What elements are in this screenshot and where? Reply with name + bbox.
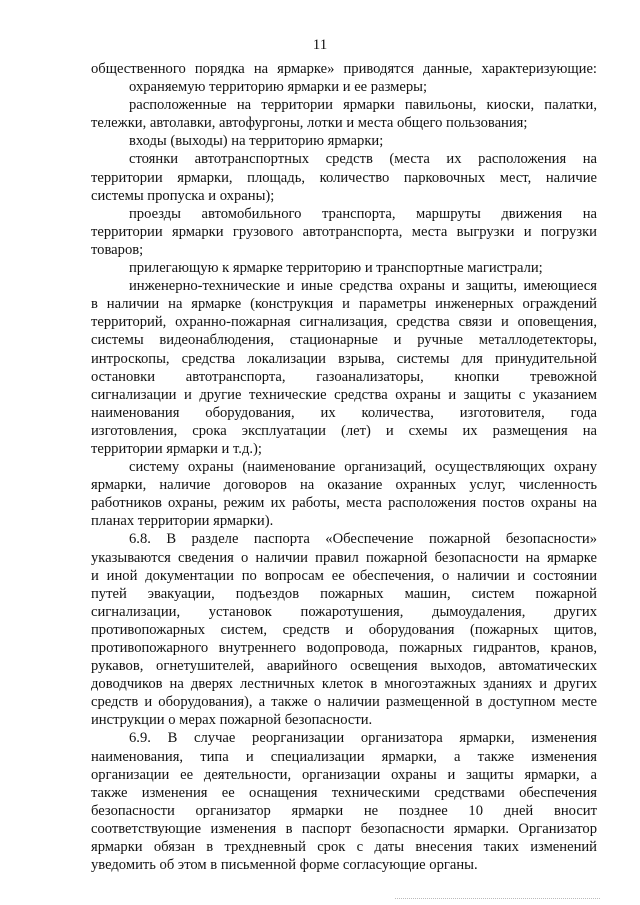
text-line: общественного порядка на ярмарке» приводятся данные, характеризующие: bbox=[91, 61, 597, 77]
text-line: работников охраны, режим их работы, места расположения постов охраны на bbox=[91, 495, 597, 512]
text-line: рукавов, огнетушителей, аварийного освещения выходов, автоматических bbox=[91, 658, 597, 675]
text-line: остановки автотранспорта, газоанализаторы, кнопки тревожной bbox=[91, 368, 597, 385]
text-line: также изменения ее оснащения техническими средствами обеспечения bbox=[91, 784, 597, 801]
text-line: 6.8. В разделе паспорта «Обеспечение пожарной безопасности» bbox=[129, 531, 597, 548]
text-line: территории ярмарки грузового автотранспорта, места выгрузки и погрузки bbox=[91, 223, 597, 240]
text-line: интроскопы, средства локализации взрыва, системы для принудительной bbox=[91, 350, 597, 367]
text-line: территории ярмарки, площадь, количество парковочных мест, наличие bbox=[91, 169, 597, 186]
text-line: территории ярмарки и т.д.); bbox=[91, 440, 262, 457]
text-line: доводчиков на дверях лестничных клеток в многоэтажных зданиях и других bbox=[91, 676, 597, 693]
text-line: товаров; bbox=[91, 241, 144, 258]
text-line: и иной документации по вопросам ее обеспечения, о наличии и состоянии bbox=[91, 567, 597, 584]
text-line: планах территории ярмарки). bbox=[91, 513, 274, 530]
text-line: ярмарки обязан в трехдневный срок с даты внесения таких изменений bbox=[91, 839, 597, 856]
text-line: территорий, охранно-пожарная сигнализация, средства связи и оповещения, bbox=[91, 314, 597, 331]
text-line: в наличии на ярмарке (конструкция и параметры инженерных ограждений bbox=[91, 296, 597, 313]
text-line: указываются сведения о наличии правил пожарной безопасности на ярмарке bbox=[91, 549, 597, 566]
text-line: системы видеонаблюдения, стационарные и ручные металлодетекторы, bbox=[91, 332, 597, 349]
text-line: сигнализации, установок пожаротушения, дымоудаления, других bbox=[91, 603, 597, 620]
text-line: проезды автомобильного транспорта, маршруты движения на bbox=[129, 205, 597, 222]
text-line: путей эвакуации, подъездов пожарных машин, систем пожарной bbox=[91, 585, 597, 602]
text-line: 6.9. В случае реорганизации организатора ярмарки, изменения bbox=[129, 730, 597, 747]
text-line: расположенные на территории ярмарки павильоны, киоски, палатки, bbox=[129, 97, 597, 114]
text-line: средств и оборудования), а также о наличии размещенной в доступном месте bbox=[91, 694, 597, 711]
body-text bbox=[91, 60, 597, 874]
text-line: наименования, типа и специализации ярмарки, а также изменения bbox=[91, 748, 597, 765]
text-line: уведомить об этом в письменной форме согласующие органы. bbox=[91, 857, 478, 874]
text-line: стоянки автотранспортных средств (места их расположения на bbox=[129, 151, 597, 168]
text-line: охраняемую территорию ярмарки и ее размеры; bbox=[129, 79, 427, 96]
page-number: 11 bbox=[312, 37, 328, 53]
text-line: изготовления, срока эксплуатации (лет) и схемы их размещения на bbox=[91, 422, 597, 439]
footer-rule bbox=[395, 898, 600, 899]
text-line: тележки, автолавки, автофургоны, лотки и места общего пользования; bbox=[91, 115, 528, 132]
text-line: ярмарки, наличие договоров на оказание охранных услуг, численность bbox=[91, 477, 597, 494]
text-line: соответствующие изменения в паспорт безопасности ярмарки. Организатор bbox=[91, 820, 597, 837]
text-line: противопожарного внутреннего водопровода, пожарных гидрантов, кранов, bbox=[91, 640, 597, 656]
text-line: инженерно-технические и иные средства охраны и защиты, имеющиеся bbox=[129, 278, 597, 295]
text-line: систему охраны (наименование организаций, осуществляющих охрану bbox=[129, 459, 597, 476]
text-line: входы (выходы) на территорию ярмарки; bbox=[129, 133, 384, 150]
text-line: организации ее деятельности, организации охраны и защиты ярмарки, а bbox=[91, 766, 597, 783]
text-line: прилегающую к ярмарке территорию и транспортные магистрали; bbox=[129, 260, 543, 277]
text-line: инструкции о мерах пожарной безопасности. bbox=[91, 712, 373, 729]
text-line: безопасности организатор ярмарки не позднее 10 дней вносит bbox=[91, 802, 597, 819]
text-line: сигнализации и другие технические средства охраны и защиты с указанием bbox=[91, 386, 597, 403]
text-line: противопожарных систем, средств и оборудования (пожарных щитов, bbox=[91, 621, 597, 638]
text-line: наименования оборудования, их количества, изготовителя, года bbox=[91, 404, 597, 421]
text-line: системы пропуска и охраны); bbox=[91, 187, 275, 204]
